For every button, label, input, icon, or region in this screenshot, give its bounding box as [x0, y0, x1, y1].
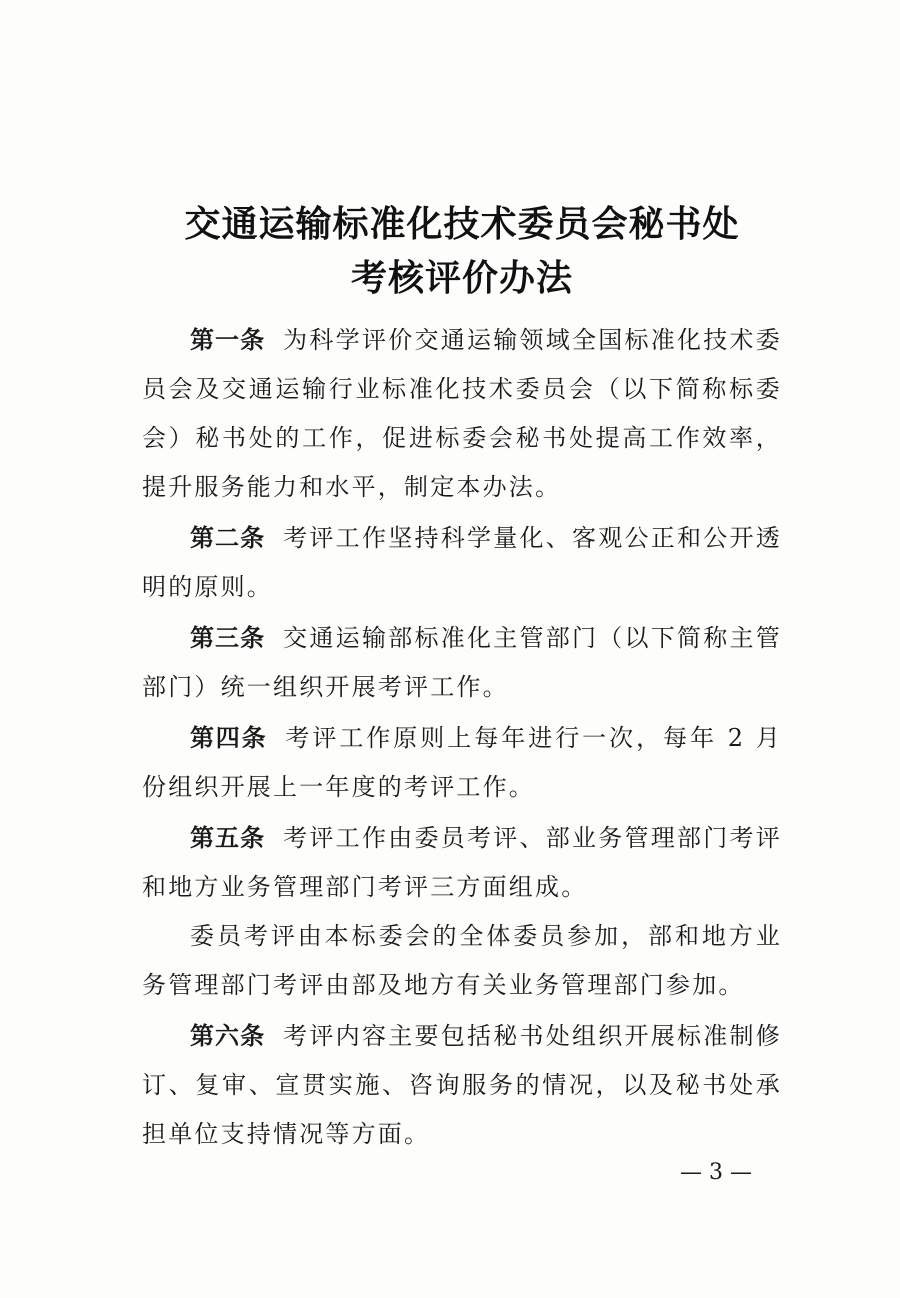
article-5-paragraph-2 — [142, 912, 782, 1010]
article-1 — [142, 316, 782, 512]
article-text: 考评内容主要包括秘书处组织开展标准制修订、复审、宣贯实施、咨询服务的情况，以及秘书处承担单位支持情况等方面。 — [142, 1022, 782, 1148]
article-4 — [142, 714, 782, 812]
article-text: 考评工作坚持科学量化、客观公正和公开透明的原则。 — [142, 524, 782, 601]
article-label: 第一条 — [190, 326, 266, 354]
paragraph-text: 委员考评由本标委会的全体委员参加，部和地方业务管理部门考评由部及地方有关业务管理部门参加。 — [142, 922, 782, 999]
article-label: 第五条 — [190, 824, 266, 852]
article-5 — [142, 814, 782, 912]
document-title-line-2: 考核评价办法 — [350, 257, 573, 299]
article-label: 第三条 — [190, 624, 266, 652]
article-text: 为科学评价交通运输领域全国标准化技术委员会及交通运输行业标准化技术委员会（以下简称标委会）秘书处的工作，促进标委会秘书处提高工作效率，提升服务能力和水平，制定本办法。 — [142, 326, 782, 501]
article-label: 第二条 — [190, 524, 266, 552]
page-number: — 3 — — [680, 1160, 752, 1185]
document-title-line-1: 交通运输标准化技术委员会秘书处 — [184, 203, 740, 245]
article-label: 第四条 — [190, 724, 268, 752]
article-text: 考评工作原则上每年进行一次，每年 2 月份组织开展上一年度的考评工作。 — [142, 724, 783, 801]
article-2 — [142, 514, 782, 612]
article-text: 考评工作由委员考评、部业务管理部门考评和地方业务管理部门考评三方面组成。 — [142, 824, 782, 901]
article-3 — [142, 614, 782, 712]
article-6 — [142, 1012, 782, 1159]
article-text: 交通运输部标准化主管部门（以下简称主管部门）统一组织开展考评工作。 — [142, 624, 782, 701]
document-body — [142, 316, 782, 1159]
article-label: 第六条 — [190, 1022, 266, 1050]
